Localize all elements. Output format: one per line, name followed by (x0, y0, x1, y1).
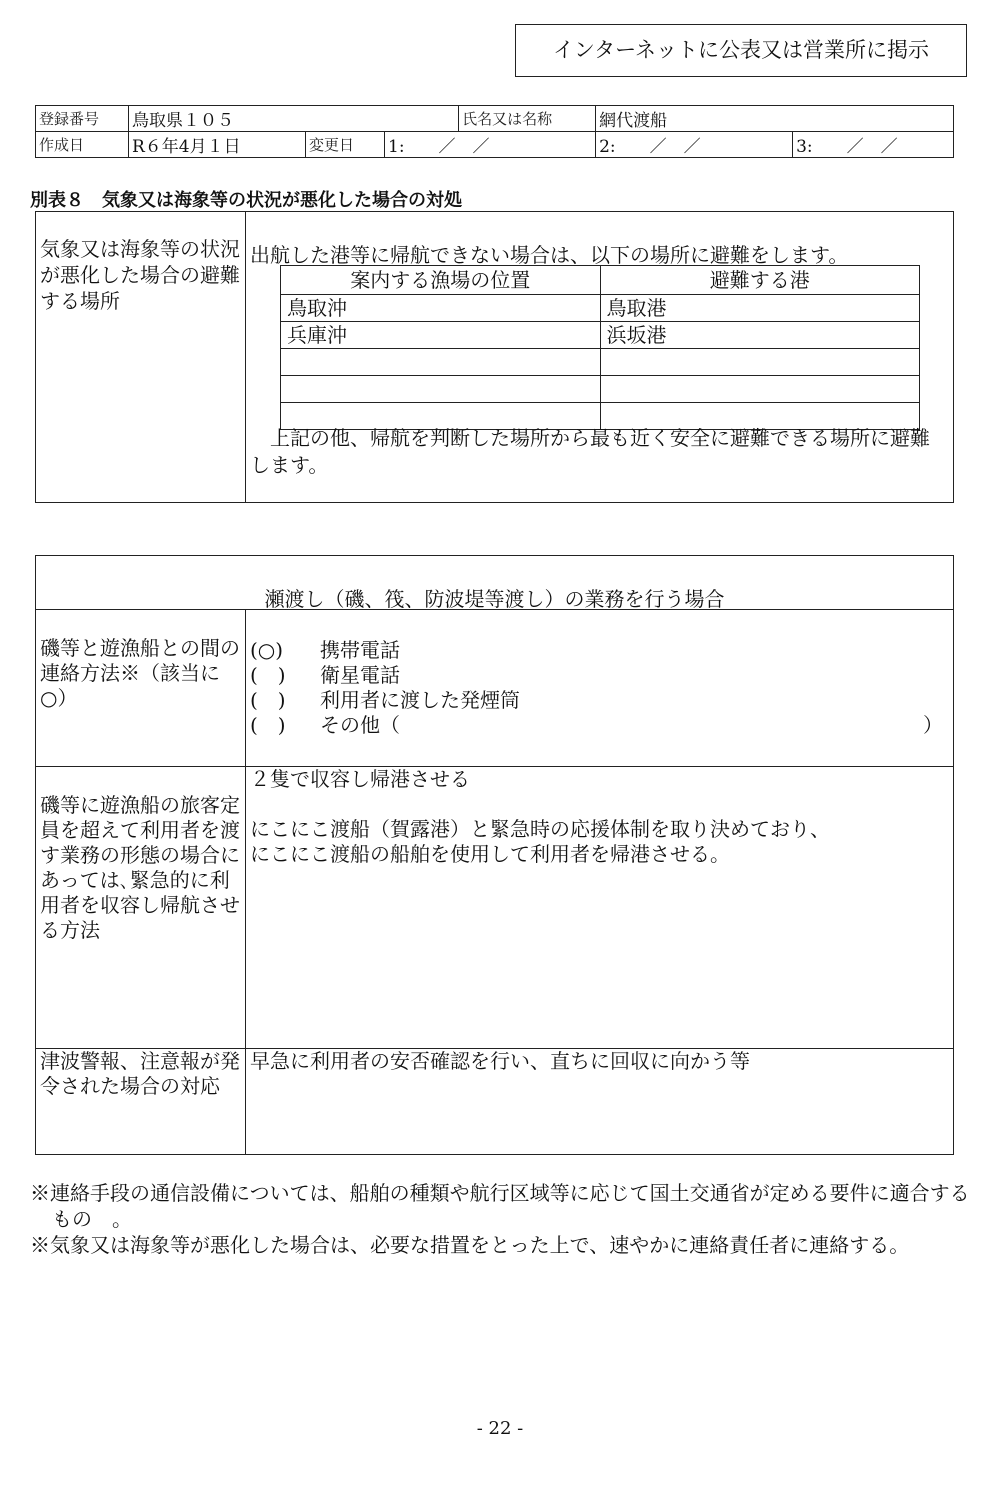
port-cell: 浜坂港 (600, 322, 920, 349)
name-value: 網代渡船 (596, 106, 954, 132)
contact-options (250, 638, 943, 738)
contact-row (36, 610, 953, 767)
created-label: 作成日 (36, 132, 129, 158)
ferry-title: 瀬渡し（磯、筏、防波堤等渡し）の業務を行う場合 (36, 556, 953, 610)
option-text: 携帯電話 (320, 638, 400, 662)
overcap-line: ２隻で収容し帰港させる (250, 767, 470, 791)
option-text: 衛星電話 (320, 663, 400, 687)
tsunami-row (36, 1049, 953, 1154)
evacuation-label: 気象又は海象等の状況が悪化した場合の避難する場所 (36, 212, 246, 502)
footnote: ※気象又は海象等が悪化した場合は、必要な措置をとった上で、速やかに連絡責任者に連絡する。 (30, 1233, 910, 1257)
section-title: 別表８ 気象又は海象等の状況が悪化した場合の対処 (30, 190, 462, 211)
table-row (281, 295, 920, 322)
overcap-text (250, 767, 943, 867)
option-mark: (○) (250, 638, 284, 662)
port-cell: 鳥取港 (600, 295, 920, 322)
contact-label: 磯等と遊漁船との間の連絡方法※（該当に○） (36, 610, 246, 766)
name-label: 氏名又は名称 (459, 106, 596, 132)
evacuation-intro: 出航した港等に帰航できない場合は、以下の場所に避難をします。 (250, 243, 849, 267)
overcap-label: 磯等に遊漁船の旅客定員を超えて利用者を渡す業務の形態の場合にあっては､緊急的に利用者を収容し帰航させる方法 (36, 767, 246, 1048)
overcap-line: にこにこ渡船の船舶を使用して利用者を帰港させる。 (250, 842, 730, 866)
col-port: 避難する港 (600, 266, 920, 295)
option-item (250, 638, 943, 663)
footnote: ※連絡手段の通信設備については、船舶の種類や航行区域等に応じて国土交通省が定める要件に適合するもの 。 (30, 1181, 970, 1231)
option-item (250, 713, 943, 738)
option-text: 利用者に渡した発煙筒 (320, 688, 520, 712)
option-mark: ( ) (250, 663, 286, 687)
notice-box: インターネットに公表又は営業所に掲示 (515, 24, 967, 77)
tsunami-label: 津波警報、注意報が発令された場合の対応 (36, 1049, 246, 1154)
evacuation-note: 上記の他、帰航を判断した場所から最も近く安全に避難できる場所に避難します。 (250, 426, 930, 477)
evacuation-section (35, 211, 954, 503)
footnotes (30, 1180, 970, 1258)
evacuation-table (280, 265, 920, 430)
page-number: - 22 - (476, 1418, 524, 1439)
table-row (281, 349, 920, 376)
option-mark: ( ) (250, 713, 286, 737)
reg-label: 登録番号 (36, 106, 129, 132)
port-cell (600, 349, 920, 376)
change-2: 2: ／ ／ (596, 132, 793, 158)
option-item (250, 688, 943, 713)
option-mark: ( ) (250, 688, 286, 712)
port-cell (600, 376, 920, 403)
spot-cell (281, 376, 601, 403)
change-3: 3: ／ ／ (793, 132, 954, 158)
col-fishing-spot: 案内する漁場の位置 (281, 266, 601, 295)
ferry-section (35, 555, 954, 1155)
option-item (250, 663, 943, 688)
tsunami-text: 早急に利用者の安否確認を行い、直ちに回収に向かう等 (250, 1049, 750, 1073)
reg-value: 鳥取県１０５ (129, 106, 459, 132)
option-text: その他（ (320, 713, 400, 737)
table-row (281, 322, 920, 349)
changed-label: 変更日 (306, 132, 385, 158)
created-value: R６年4月１日 (129, 132, 306, 158)
spot-cell: 兵庫沖 (281, 322, 601, 349)
overcap-line: にこにこ渡船（賀露港）と緊急時の応援体制を取り決めており、 (250, 817, 830, 841)
overcap-row (36, 767, 953, 1049)
spot-cell (281, 349, 601, 376)
header-table (35, 105, 954, 158)
change-1: 1: ／ ／ (385, 132, 596, 158)
option-close: ） (923, 713, 943, 737)
spot-cell: 鳥取沖 (281, 295, 601, 322)
table-row (281, 376, 920, 403)
